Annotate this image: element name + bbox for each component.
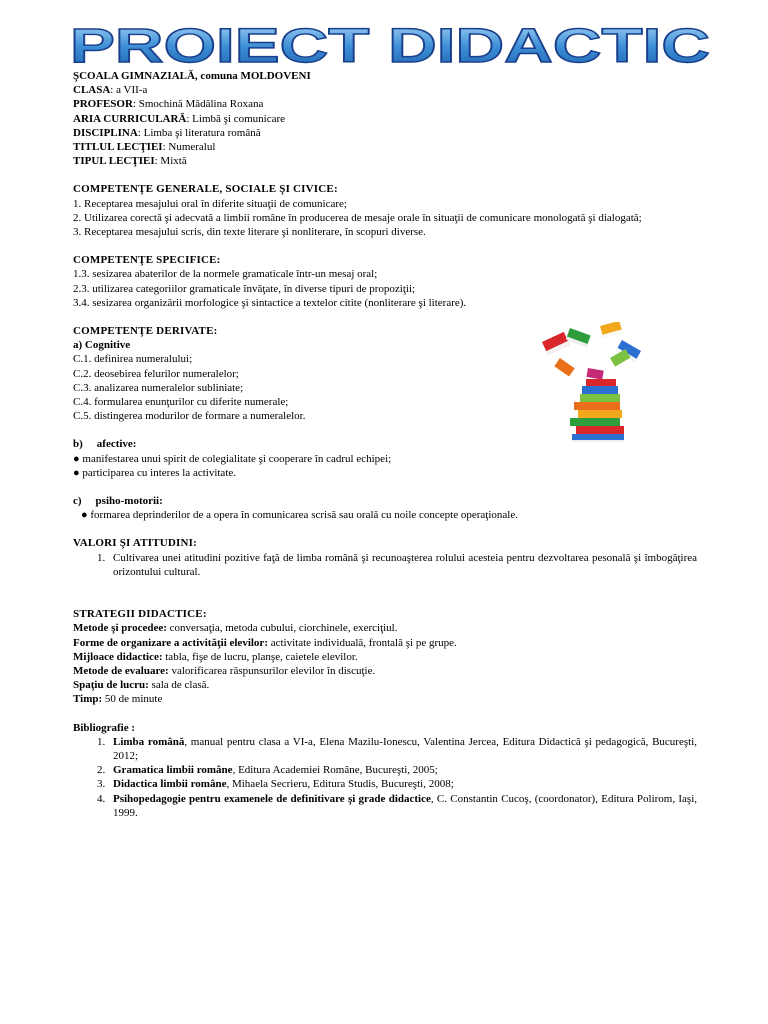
header-class: CLASA: a VII-a [73,84,148,97]
general-competence-item: 1. Receptarea mesajului oral în diferite situaţii de comunicare; [73,197,347,210]
bibliography-item: 4. Psihopedagogie pentru examenele de definitivare şi grade didactice, C. Constantin Cucoş, (coordonator), Editura Polirom, Iaşi, 1999. [97,792,697,819]
strategies-heading: STRATEGII DIDACTICE: [73,608,207,621]
strategy-organization: Forme de organizare a activităţii elevilor: activitate individuală, frontală şi pe grupe. [73,636,457,649]
psychomotor-label: c) psiho-motorii: [73,495,163,508]
values-item-number: 1. [97,551,106,564]
cognitive-item: C.3. analizarea numeralelor subliniate; [73,381,244,394]
header-curricular-area: ARIA CURRICULARĂ: Limbă şi comunicare [73,112,286,125]
specific-competence-item: 2.3. utilizarea categoriilor gramaticale învăţate, în diverse tipuri de propoziţii; [73,282,416,295]
header-discipline: DISCIPLINA: Limba şi literatura română [73,126,261,139]
specific-competences-heading: COMPETENŢE SPECIFICE: [73,254,221,267]
flying-book-red [542,332,570,355]
bibliography-item: 3. Didactica limbii române, Mihaela Secrieru, Editura Studis, Bucureşti, 2008; [97,778,454,791]
affective-item: ● participarea cu interes la activitate. [73,466,237,479]
affective-item: ● manifestarea unui spirit de colegialitate şi cooperare în cadrul echipei; [73,452,392,465]
strategy-evaluation: Metode de evaluare: valorificarea răspunsurilor elevilor în discuţie. [73,664,376,677]
cognitive-label: a) Cognitive [73,339,131,352]
strategy-methods: Metode şi procedee: conversaţia, metoda cubului, ciorchinele, exerciţiul. [73,622,398,635]
title-wordart [60,14,720,72]
cognitive-item: C.1. definirea numeralului; [73,353,193,366]
general-competences-heading: COMPETENŢE GENERALE, SOCIALE ŞI CIVICE: [73,183,338,196]
title-svg [60,14,720,72]
bibliography-item: 1. Limba română, manual pentru clasa a VI-a, Elena Mazilu-Ionescu, Valentina Jercea, Editura Didactică şi pedagogică, Bucureşti, 2012; [97,735,697,762]
specific-competence-item: 3.4. sesizarea organizării morfologice şi sintactice a textelor citite (nonliterare şi literare). [73,296,467,309]
strategy-means: Mijloace didactice: tabla, fişe de lucru, planşe, caietele elevilor. [73,650,358,663]
cognitive-item: C.4. formularea enunţurilor cu diferite numerale; [73,396,289,409]
strategy-time: Timp: 50 de minute [73,693,163,706]
header-teacher: PROFESOR: Smochină Mădălina Roxana [73,98,264,111]
values-heading: VALORI ŞI ATITUDINI: [73,537,198,550]
flying-books-illustration [530,322,660,447]
derived-competences-heading: COMPETENŢE DERIVATE: [73,325,218,338]
strategy-workspace: Spaţiu de lucru: sala de clasă. [73,679,210,692]
bibliography-item: 2. Gramatica limbii române, Editura Academiei Române, Bucureşti, 2005; [97,764,438,777]
specific-competence-item: 1.3. sesizarea abaterilor de la normele gramaticale într-un mesaj oral; [73,268,378,281]
psychomotor-item: ● formarea deprinderilor de a opera în comunicarea scrisă sau orală cu noile concepte operaţionale. [81,509,518,522]
document-title: PROIECT DIDACTIC [70,20,710,72]
header-lesson-title: TITLUL LECŢIEI: Numeralul [73,141,216,154]
books-icon [530,322,660,447]
values-item [73,551,697,579]
header-lesson-type: TIPUL LECŢIEI: Mixtă [73,155,187,168]
cognitive-item: C.5. distingerea modurilor de formare a numeralelor. [73,410,306,423]
header-block [73,69,697,168]
values-item-text: Cultivarea unei atitudini pozitive faţă de limba română şi recunoaşterea rolului acesteia pentru dezvoltarea pesonală şi îmbogăţirea orizontului cultural. [113,551,697,578]
cognitive-item: C.2. deosebirea felurilor numeralelor; [73,367,239,380]
affective-label: b) afective: [73,438,137,451]
header-school: ŞCOALA GIMNAZIALĂ, comuna MOLDOVENI [73,70,311,82]
general-competence-item: 3. Receptarea mesajului scris, din texte literare şi nonliterare, în scopuri diverse. [73,226,426,239]
general-competence-item: 2. Utilizarea corectă şi adecvată a limbii române în producerea de mesaje orale în situaţii de comunicare monologată şi dialogată; [73,211,642,224]
bibliography-heading: Bibliografie : [73,721,136,734]
